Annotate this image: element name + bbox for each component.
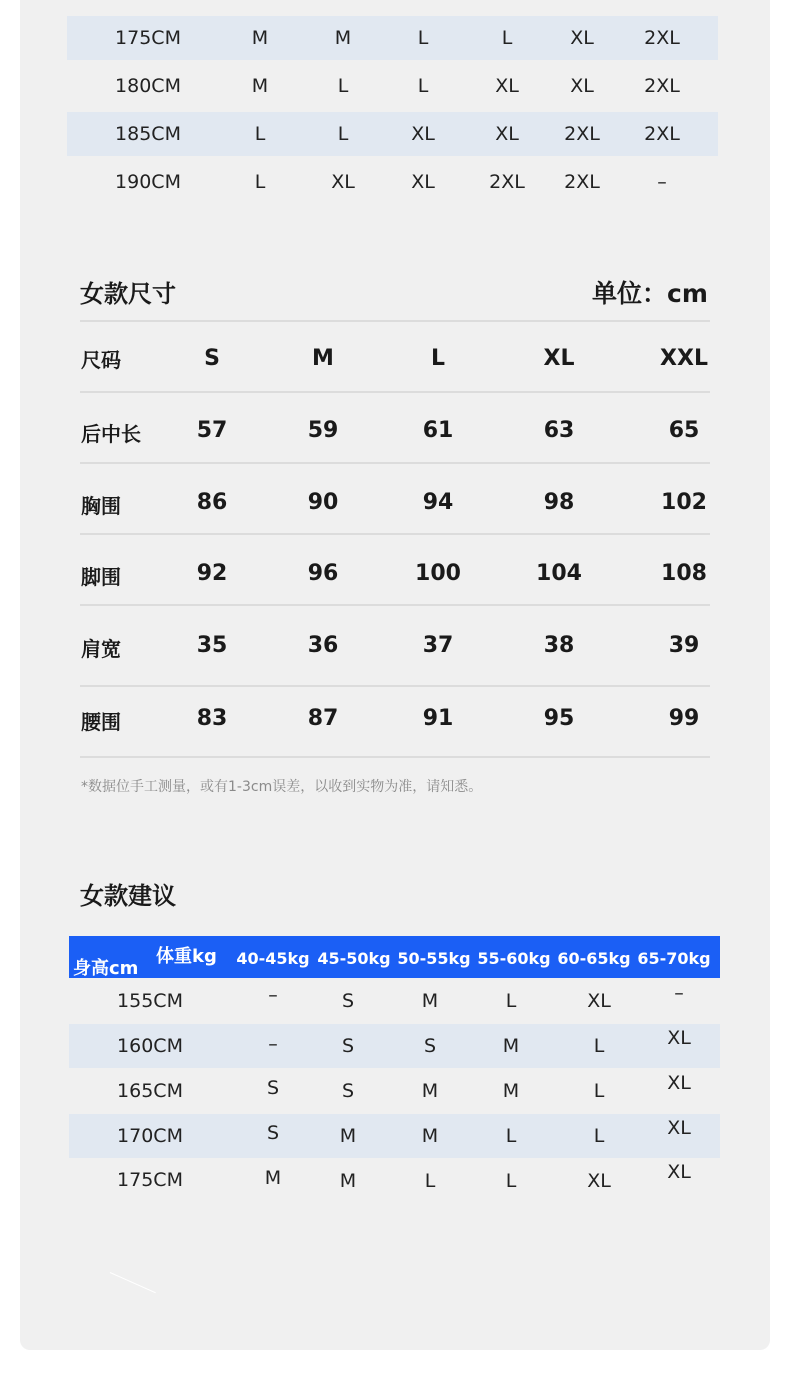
size-cell: L <box>417 75 429 97</box>
size-header-xl: XL <box>543 346 575 371</box>
height-cell: 170CM <box>117 1125 183 1147</box>
size-cell: M <box>502 1035 520 1057</box>
size-cell: 2XL <box>644 75 680 97</box>
size-cell: L <box>505 990 517 1012</box>
women-size-title: 女款尺寸 <box>80 280 176 308</box>
size-cell: – <box>268 984 278 1006</box>
size-cell: M <box>421 1080 439 1102</box>
size-cell: XL <box>667 1161 691 1183</box>
size-cell: S <box>341 990 355 1012</box>
size-cell: L <box>593 1035 605 1057</box>
measure-value: 95 <box>543 706 575 731</box>
weight-range: 60-65kg <box>557 949 631 968</box>
size-cell: XL <box>570 27 594 49</box>
size-cell: M <box>421 1125 439 1147</box>
size-header-m: M <box>312 346 334 371</box>
measure-label: 胸围 <box>81 494 121 518</box>
measure-label: 脚围 <box>81 565 121 589</box>
measure-value: 102 <box>661 490 707 515</box>
size-cell: M <box>264 1167 282 1189</box>
measure-value: 36 <box>307 633 339 658</box>
size-cell: XL <box>411 123 435 145</box>
size-cell: M <box>339 1125 357 1147</box>
height-cell: 155CM <box>117 990 183 1012</box>
measure-label: 后中长 <box>81 422 141 446</box>
size-cell: XL <box>587 1170 611 1192</box>
size-cell: L <box>505 1170 517 1192</box>
size-cell: XL <box>587 990 611 1012</box>
table-row <box>67 160 718 204</box>
unit-label: 单位：cm <box>592 279 708 308</box>
size-header-xxl: XXL <box>660 346 708 371</box>
size-cell: XL <box>667 1072 691 1094</box>
size-cell: S <box>341 1035 355 1057</box>
measure-label: 肩宽 <box>81 637 121 661</box>
measure-value: 94 <box>422 490 454 515</box>
size-cell: L <box>593 1125 605 1147</box>
size-cell: 2XL <box>644 123 680 145</box>
measure-value: 99 <box>668 706 700 731</box>
weight-range: 65-70kg <box>637 949 711 968</box>
size-cell: XL <box>570 75 594 97</box>
size-cell: – <box>268 1033 278 1055</box>
size-cell: 2XL <box>564 171 600 193</box>
table-row <box>69 979 720 1023</box>
table-row <box>67 64 718 108</box>
height-cell: 175CM <box>115 27 181 49</box>
size-cell: M <box>251 75 269 97</box>
table-row <box>69 1069 720 1113</box>
size-cell: 2XL <box>564 123 600 145</box>
table-row <box>67 16 718 60</box>
measure-value: 92 <box>196 561 228 586</box>
size-cell: 2XL <box>489 171 525 193</box>
size-cell: L <box>417 27 429 49</box>
size-header-row <box>0 322 790 392</box>
divider <box>80 756 710 758</box>
measure-value: 59 <box>307 418 339 443</box>
measure-value: 98 <box>543 490 575 515</box>
height-cell: 180CM <box>115 75 181 97</box>
table-row <box>69 1114 720 1158</box>
measure-value: 90 <box>307 490 339 515</box>
size-cell: 2XL <box>644 27 680 49</box>
table-row <box>0 687 790 757</box>
size-cell: L <box>254 123 266 145</box>
size-cell: L <box>337 75 349 97</box>
table-row <box>0 393 790 463</box>
size-cell: L <box>337 123 349 145</box>
size-cell: M <box>339 1170 357 1192</box>
measure-value: 104 <box>536 561 582 586</box>
measure-value: 63 <box>543 418 575 443</box>
size-cell: M <box>502 1080 520 1102</box>
measure-value: 61 <box>422 418 454 443</box>
height-cell: 185CM <box>115 123 181 145</box>
measure-value: 35 <box>196 633 228 658</box>
table-row <box>69 1024 720 1068</box>
size-header-l: L <box>430 346 446 371</box>
measure-value: 65 <box>668 418 700 443</box>
size-cell: S <box>423 1035 437 1057</box>
size-cell: M <box>421 990 439 1012</box>
size-cell: M <box>334 27 352 49</box>
women-recommend-title: 女款建议 <box>80 882 176 910</box>
measure-label: 腰围 <box>81 710 121 734</box>
size-cell: L <box>501 27 513 49</box>
measure-value: 86 <box>196 490 228 515</box>
weight-range: 40-45kg <box>236 949 310 968</box>
table-row <box>0 535 790 605</box>
weight-range: 50-55kg <box>397 949 471 968</box>
measure-value: 39 <box>668 633 700 658</box>
measure-value: 96 <box>307 561 339 586</box>
measure-value: 91 <box>422 706 454 731</box>
size-header-label: 尺码 <box>81 348 121 372</box>
weight-range: 55-60kg <box>477 949 551 968</box>
recommend-header <box>69 936 720 978</box>
height-cell: 175CM <box>117 1169 183 1191</box>
measurement-note: *数据位手工测量，或有1-3cm误差，以收到实物为准，请知悉。 <box>81 779 483 795</box>
size-cell: XL <box>667 1027 691 1049</box>
size-cell: L <box>505 1125 517 1147</box>
measure-value: 38 <box>543 633 575 658</box>
size-cell: S <box>266 1077 280 1099</box>
height-header: 身高cm <box>73 958 139 979</box>
measure-value: 57 <box>196 418 228 443</box>
size-header-s: S <box>204 346 220 371</box>
size-cell: XL <box>411 171 435 193</box>
table-row <box>69 1158 720 1202</box>
table-row <box>0 606 790 676</box>
measure-value: 100 <box>415 561 461 586</box>
size-cell: – <box>674 982 684 1004</box>
height-cell: 190CM <box>115 171 181 193</box>
measure-value: 87 <box>307 706 339 731</box>
size-cell: M <box>251 27 269 49</box>
size-cell: L <box>424 1170 436 1192</box>
size-cell: S <box>266 1122 280 1144</box>
size-cell: XL <box>495 75 519 97</box>
size-cell: XL <box>667 1117 691 1139</box>
size-cell: S <box>341 1080 355 1102</box>
table-row <box>0 464 790 534</box>
size-cell: L <box>254 171 266 193</box>
measure-value: 83 <box>196 706 228 731</box>
measure-value: 37 <box>422 633 454 658</box>
weight-header: 体重kg <box>156 946 217 967</box>
table-row <box>67 112 718 156</box>
size-cell: XL <box>495 123 519 145</box>
weight-range: 45-50kg <box>317 949 391 968</box>
size-cell: – <box>657 171 667 193</box>
size-cell: L <box>593 1080 605 1102</box>
size-cell: XL <box>331 171 355 193</box>
height-cell: 165CM <box>117 1080 183 1102</box>
height-cell: 160CM <box>117 1035 183 1057</box>
measure-value: 108 <box>661 561 707 586</box>
